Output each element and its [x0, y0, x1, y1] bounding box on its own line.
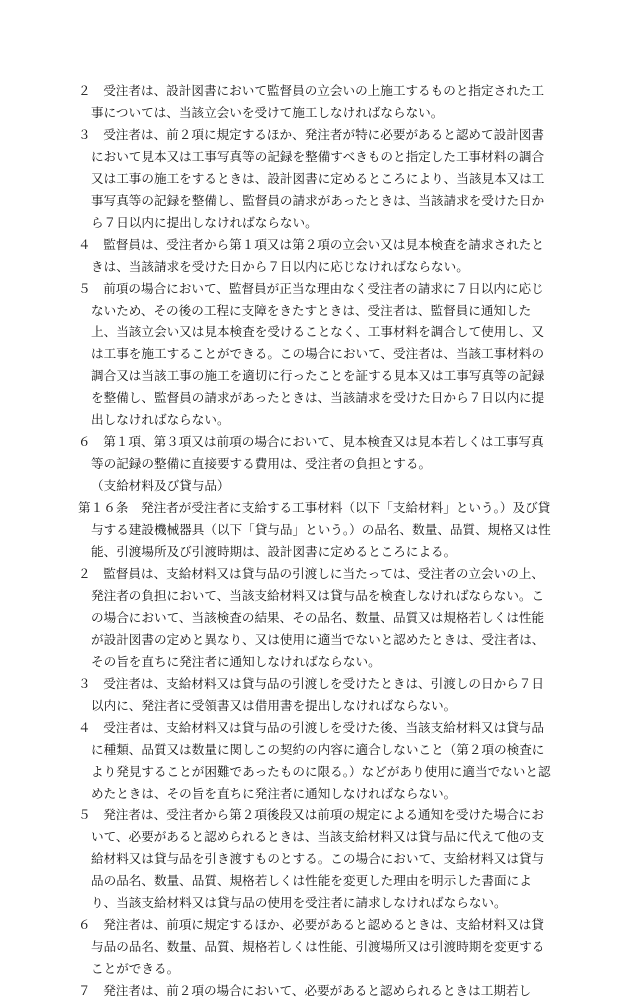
paragraph-6-cost-burden: ６ 第１項、第３項又は前項の場合において、見本検査又は見本若しくは工事写真等の記録の整備に直接要する費用は、受注者の負担とする。 [78, 434, 544, 472]
article-16: 第１６条 発注者が受注者に支給する工事材料（以下「支給材料」という。）及び貸与する建設機械器具（以下「貸与品」という。）の品名、数量、品質、規格又は性能、引渡場所及び引渡時期は、設計図書に定めるところによる。 [78, 500, 551, 560]
paragraph-3-samples-records: ３ 受注者は、前２項に規定するほか、発注者が特に必要があると認めて設計図書において見本又は工事写真等の記録を整備すべきものと指定した工事材料の調合又は工事の施工をするときは、設計図書に定めるところにより、当該見本又は工事写真等の記録を整備し、監督員の請求があったときは、当該請求を受けた日から７日以内に提出しなければならない。 [78, 126, 545, 230]
document-body [78, 80, 554, 1002]
article-16-paragraph-5: ５ 発注者は、受注者から第２項後段又は前項の規定による通知を受けた場合において、必要があると認められるときは、当該支給材料又は貸与品に代えて他の支給材料又は貸与品を引き渡すものとする。この場合において、支給材料又は貸与品の品名、数量、品質、規格若しくは性能を変更した理由を明示した書面により、当該支給材料又は貸与品の使用を受注者に請求しなければならない。 [78, 807, 545, 911]
paragraph-2-observation: ２ 受注者は、設計図書において監督員の立会いの上施工するものと指定された工事については、当該立会いを受けて施工しなければならない。 [78, 83, 544, 120]
article-16-paragraph-7: ７ 発注者は、前２項の場合において、必要があると認められるときは工期若し [78, 983, 532, 999]
article-16-paragraph-3: ３ 受注者は、支給材料又は貸与品の引渡しを受けたときは、引渡しの日から７日以内に、発注者に受領書又は借用書を提出しなければならない。 [78, 675, 544, 713]
article-16-paragraph-4: ４ 受注者は、支給材料又は貸与品の引渡しを受けた後、当該支給材料又は貸与品に種類、品質又は数量に関しこの契約の内容に適合しないこと（第２項の検査により発見することが困難であったものに限る。）などがあり使用に適当でないと認めたときは、その旨を直ちに発注者に通知しなければならない。 [78, 719, 551, 801]
article-16-paragraph-6: ６ 発注者は、前項に規定するほか、必要があると認めるときは、支給材料又は貸与品の品名、数量、品質、規格若しくは性能、引渡場所又は引渡時期を変更することができる。 [78, 917, 545, 977]
section-heading: （支給材料及び貸与品） [91, 478, 230, 494]
article-16-paragraph-2: ２ 監督員は、支給材料又は貸与品の引渡しに当たっては、受注者の立会いの上、発注者の負担において、当該支給材料又は貸与品を検査しなければならない。この場合において、当該検査の結果、その品名、数量、品質又は規格若しくは性能が設計図書の定めと異なり、又は使用に適当でないと認めたときは、受注者は、その旨を直ちに発注者に通知しなければならない。 [78, 565, 545, 669]
paragraph-5-delay-procedure: ５ 前項の場合において、監督員が正当な理由なく受注者の請求に７日以内に応じないため、その後の工程に支障をきたすときは、受注者は、監督員に通知した上、当該立会い又は見本検査を受けることなく、工事材料を調合して使用し、又は工事を施工することができる。この場合において、受注者は、当該工事材料の調合又は当該工事の施工を適切に行ったことを証する見本又は工事写真等の記録を整備し、監督員の請求があったときは、当該請求を受けた日から７日以内に提出しなければならない。 [78, 280, 545, 428]
paragraph-4-supervisor-response: ４ 監督員は、受注者から第１項又は第２項の立会い又は見本検査を請求されたときは、当該請求を受けた日から７日以内に応じなければならない。 [78, 236, 544, 274]
